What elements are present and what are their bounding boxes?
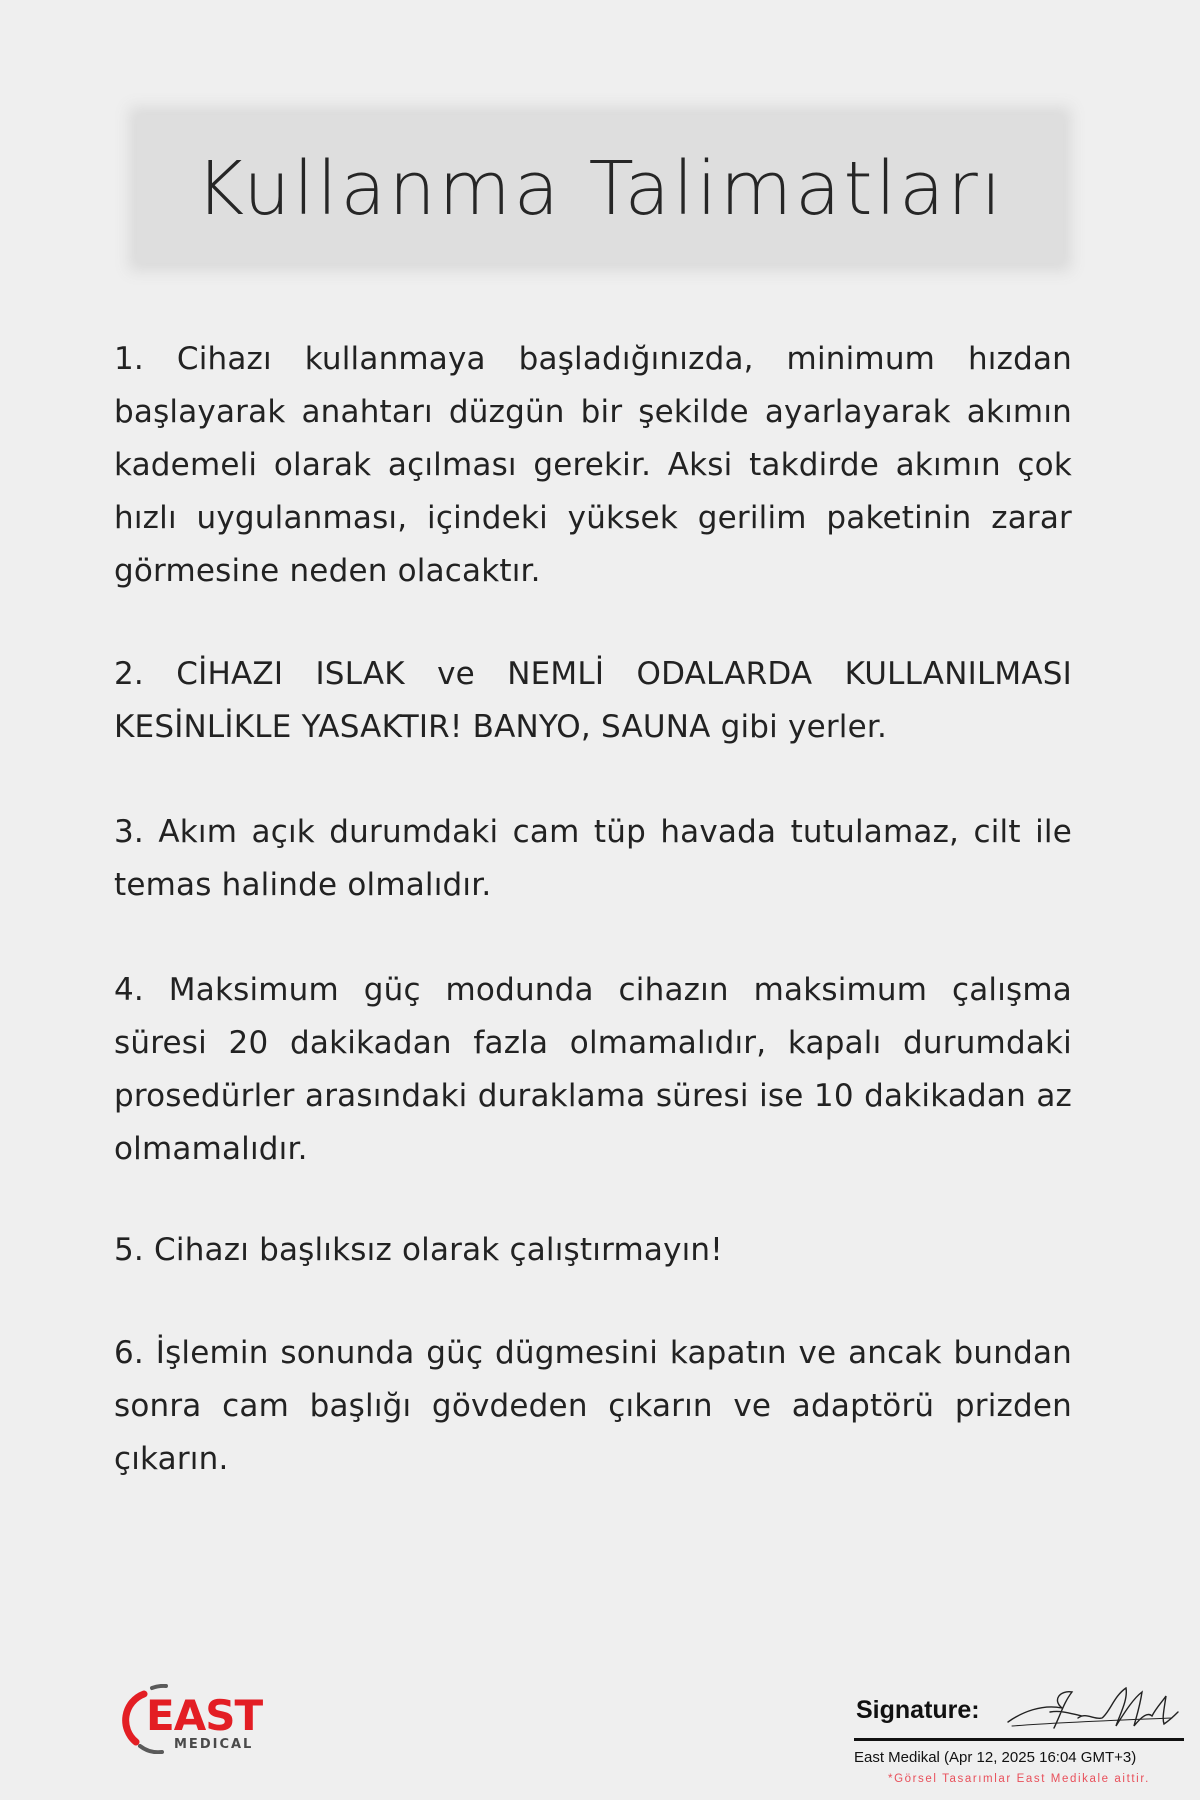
signature-label: Signature: — [856, 1696, 980, 1724]
instruction-item: 4. Maksimum güç modunda cihazın maksimum çalışma süresi 20 dakikadan fazla olmamalıdır, kapalı durumdaki prosedürler arasındaki duraklama süresi ise 10 dakikadan az olmamalıdır. — [114, 972, 1072, 1167]
handwritten-signature-icon — [1002, 1682, 1182, 1737]
logo-main-text: EAST — [146, 1691, 263, 1740]
copyright-note: *Görsel Tasarımlar East Medikale aittir. — [888, 1773, 1150, 1785]
instruction-item: 2. CİHAZI ISLAK ve NEMLİ ODALARDA KULLANILMASI KESİNLİKLE YASAKTIR! BANYO, SAUNA gibi yerler. — [114, 656, 1072, 745]
signature-line — [854, 1738, 1184, 1741]
instruction-item: 5. Cihazı başlıksız olarak çalıştırmayın! — [114, 1232, 723, 1268]
instruction-item: 1. Cihazı kullanmaya başladığınızda, minimum hızdan başlayarak anahtarı düzgün bir şekilde ayarlayarak akımın kademeli olarak açılması gerekir. Aksi takdirde akımın çok hızlı uygulanması, içindeki yüksek gerilim paketinin zarar görmesine neden olacaktır. — [114, 341, 1072, 589]
signature-meta: East Medikal (Apr 12, 2025 16:04 GMT+3) — [854, 1749, 1137, 1766]
east-medical-logo — [122, 1684, 292, 1754]
instruction-item: 6. İşlemin sonunda güç dügmesini kapatın ve ancak bundan sonra cam başlığı gövdeden çıkarın ve adaptörü prizden çıkarın. — [114, 1335, 1072, 1477]
instructions-list — [114, 333, 1072, 1536]
page-title: Kullanma Talimatları — [195, 146, 1005, 232]
title-banner — [137, 115, 1063, 263]
instruction-item: 3. Akım açık durumdaki cam tüp havada tutulamaz, cilt ile temas halinde olmalıdır. — [114, 814, 1072, 903]
logo-mark-icon — [122, 1684, 292, 1754]
logo-sub-text: MEDICAL — [174, 1737, 254, 1752]
signature-block — [852, 1682, 1182, 1792]
